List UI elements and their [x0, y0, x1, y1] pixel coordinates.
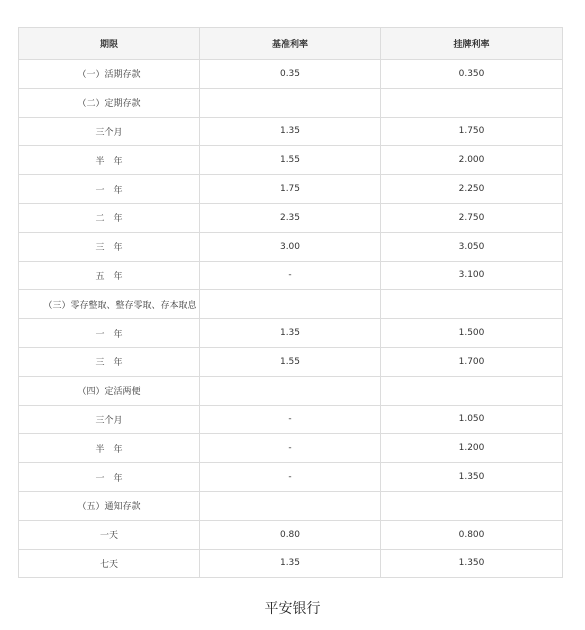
listed-rate-cell	[381, 491, 563, 520]
term-cell: 一天	[19, 520, 200, 549]
base-rate-cell: 1.35	[200, 549, 381, 578]
listed-rate-cell: 1.200	[381, 434, 563, 463]
table-header-row	[19, 28, 563, 60]
table-row	[19, 463, 563, 492]
base-rate-cell: -	[200, 405, 381, 434]
term-cell: 三 年	[19, 347, 200, 376]
base-rate-cell	[200, 290, 381, 319]
base-rate-cell: 1.35	[200, 117, 381, 146]
term-cell: 一 年	[19, 319, 200, 348]
table-row	[19, 347, 563, 376]
table-row	[19, 117, 563, 146]
table-body	[19, 60, 563, 578]
term-cell: （一）活期存款	[19, 60, 200, 89]
listed-rate-cell: 2.000	[381, 146, 563, 175]
base-rate-cell: 1.35	[200, 319, 381, 348]
listed-rate-cell: 1.350	[381, 463, 563, 492]
listed-rate-cell: 2.750	[381, 203, 563, 232]
table-row	[19, 60, 563, 89]
table-row	[19, 549, 563, 578]
listed-rate-cell: 1.500	[381, 319, 563, 348]
base-rate-cell: 2.35	[200, 203, 381, 232]
base-rate-cell	[200, 376, 381, 405]
base-rate-cell: -	[200, 261, 381, 290]
listed-rate-cell	[381, 290, 563, 319]
bank-name-caption: 平安银行	[264, 601, 321, 617]
listed-rate-cell: 3.100	[381, 261, 563, 290]
term-cell: 半 年	[19, 434, 200, 463]
term-cell: 三个月	[19, 405, 200, 434]
header-term: 期限	[19, 28, 200, 60]
table-row	[19, 88, 563, 117]
term-cell: （四）定活两便	[19, 376, 200, 405]
base-rate-cell	[200, 88, 381, 117]
term-cell: 五 年	[19, 261, 200, 290]
base-rate-cell: 1.55	[200, 347, 381, 376]
base-rate-cell: 1.75	[200, 175, 381, 204]
listed-rate-cell: 1.750	[381, 117, 563, 146]
table-row	[19, 290, 563, 319]
base-rate-cell: 0.35	[200, 60, 381, 89]
term-cell: 一 年	[19, 175, 200, 204]
table-row	[19, 434, 563, 463]
table-row	[19, 405, 563, 434]
term-cell: 二 年	[19, 203, 200, 232]
table-row	[19, 491, 563, 520]
table-row	[19, 376, 563, 405]
term-cell: 三个月	[19, 117, 200, 146]
table-row	[19, 175, 563, 204]
base-rate-cell: -	[200, 463, 381, 492]
base-rate-cell: -	[200, 434, 381, 463]
listed-rate-cell: 3.050	[381, 232, 563, 261]
base-rate-cell	[200, 491, 381, 520]
listed-rate-cell	[381, 88, 563, 117]
listed-rate-cell: 2.250	[381, 175, 563, 204]
base-rate-cell: 1.55	[200, 146, 381, 175]
listed-rate-cell: 0.800	[381, 520, 563, 549]
term-cell: （三）零存整取、整存零取、存本取息	[19, 290, 200, 319]
term-cell: 一 年	[19, 463, 200, 492]
table-row	[19, 520, 563, 549]
table-row	[19, 319, 563, 348]
term-cell: （五）通知存款	[19, 491, 200, 520]
term-cell: 七天	[19, 549, 200, 578]
term-cell: 三 年	[19, 232, 200, 261]
base-rate-cell: 3.00	[200, 232, 381, 261]
table-row	[19, 232, 563, 261]
listed-rate-cell: 0.350	[381, 60, 563, 89]
listed-rate-cell: 1.350	[381, 549, 563, 578]
table-row	[19, 203, 563, 232]
table-row	[19, 261, 563, 290]
interest-rate-table	[18, 27, 563, 578]
listed-rate-cell: 1.050	[381, 405, 563, 434]
listed-rate-cell	[381, 376, 563, 405]
listed-rate-cell: 1.700	[381, 347, 563, 376]
term-cell: （二）定期存款	[19, 88, 200, 117]
table-row	[19, 146, 563, 175]
header-listed-rate: 挂牌利率	[381, 28, 563, 60]
term-cell: 半 年	[19, 146, 200, 175]
base-rate-cell: 0.80	[200, 520, 381, 549]
header-base-rate: 基准利率	[200, 28, 381, 60]
